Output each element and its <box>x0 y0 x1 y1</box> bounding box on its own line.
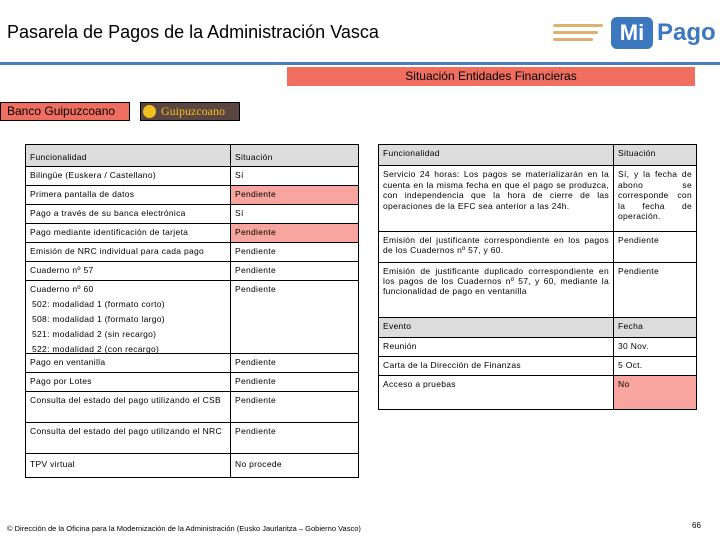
footer-copyright: © Dirección de la Oficina para la Modernización de la Administración (Eusko Jaurlaritza – Gobierno Vasco) <box>7 524 361 533</box>
table-row-label: Consulta del estado del pago utilizando el NRC <box>26 423 231 454</box>
table-row-label: TPV virtual <box>26 454 231 478</box>
left-header-situacion: Situación <box>231 145 359 167</box>
table-row-status: Pendiente <box>231 281 359 354</box>
logo-mi: Mi <box>611 17 653 49</box>
table-row-label: Pago mediante identificación de tarjeta <box>26 224 231 243</box>
event-row-label: Acceso a pruebas <box>379 376 614 410</box>
table-row-status: Pendiente <box>614 263 697 318</box>
mode-item: 508: modalidad 1 (formato largo) <box>32 314 165 324</box>
table-row-status: Pendiente <box>231 186 359 205</box>
table-row-label: Emisión del justificante correspondiente en los pagos de los Cuadernos nº 57, y 60. <box>379 232 614 263</box>
table-row-label: Primera pantalla de datos <box>26 186 231 205</box>
table-row-status: Pendiente <box>231 392 359 423</box>
table-row-status: Pendiente <box>231 354 359 373</box>
table-row-label: Emisión de NRC individual para cada pago <box>26 243 231 262</box>
table-row-status: No procede <box>231 454 359 478</box>
table-row-label: Bilingüe (Euskera / Castellano) <box>26 167 231 186</box>
table-row-status: Pendiente <box>231 243 359 262</box>
table-row-status: Pendiente <box>231 262 359 281</box>
table-row-label: Cuaderno nº 57 <box>26 262 231 281</box>
bank-name: Banco Guipuzcoano <box>0 102 130 121</box>
table-row-label: Pago por Lotes <box>26 373 231 392</box>
logo-lines-icon <box>553 24 603 45</box>
table-row-status: Sí <box>231 205 359 224</box>
logo-pago: Pago <box>657 19 716 46</box>
table-row-status: Pendiente <box>231 423 359 454</box>
left-table <box>25 144 359 478</box>
table-row-cuaderno60 <box>26 281 231 354</box>
right-header-situacion: Situación <box>614 145 697 166</box>
table-row-label: Emisión de justificante duplicado correspondiente en los pagos de los Cuadernos nº 57, y 60, mediante la funcionalidad de pago en ventanilla <box>379 263 614 318</box>
event-row-date: No <box>614 376 697 410</box>
table-row-label: Cuaderno nº 60 <box>30 284 94 294</box>
mipago-logo <box>553 14 716 54</box>
mode-item: 502: modalidad 1 (formato corto) <box>32 299 165 309</box>
table-row-status: Pendiente <box>231 373 359 392</box>
event-row-label: Carta de la Dirección de Finanzas <box>379 357 614 376</box>
page-number: 66 <box>692 521 701 530</box>
bank-logo-text: Guipuzcoano <box>161 104 225 118</box>
table-row-label: Pago en ventanilla <box>26 354 231 373</box>
event-row-date: 5 Oct. <box>614 357 697 376</box>
right-table <box>378 144 697 410</box>
left-header-funcionalidad: Funcionalidad <box>26 145 231 167</box>
section-title: Situación Entidades Financieras <box>287 67 695 86</box>
event-row-date: 30 Nov. <box>614 338 697 357</box>
page-title: Pasarela de Pagos de la Administración Vasca <box>7 22 379 42</box>
table-row-status: Pendiente <box>231 224 359 243</box>
mode-item: 521: modalidad 2 (sin recargo) <box>32 329 157 339</box>
event-row-label: Reunión <box>379 338 614 357</box>
table-row-label: Servicio 24 horas: Los pagos se materializarán en la cuenta en la misma fecha en que el pago se produzca, con independencia que la hora de cierre de las operaciones de la EFC sea anterior a las 24h. <box>379 166 614 232</box>
table-row-status: Pendiente <box>614 232 697 263</box>
bank-emblem-icon <box>143 105 156 118</box>
table-row-label: Consulta del estado del pago utilizando el CSB <box>26 392 231 423</box>
bank-logo <box>140 102 240 121</box>
table-row-label: Pago a través de su banca electrónica <box>26 205 231 224</box>
mode-item: 522: modalidad 2 (con recargo) <box>32 344 160 354</box>
table-row-status: Sí, y la fecha de abono se corresponde con la fecha de operación. <box>614 166 697 232</box>
right-header-funcionalidad: Funcionalidad <box>379 145 614 166</box>
table-row-status: Sí <box>231 167 359 186</box>
events-header-evento: Evento <box>379 318 614 338</box>
header-divider <box>0 62 720 65</box>
events-header-fecha: Fecha <box>614 318 697 338</box>
